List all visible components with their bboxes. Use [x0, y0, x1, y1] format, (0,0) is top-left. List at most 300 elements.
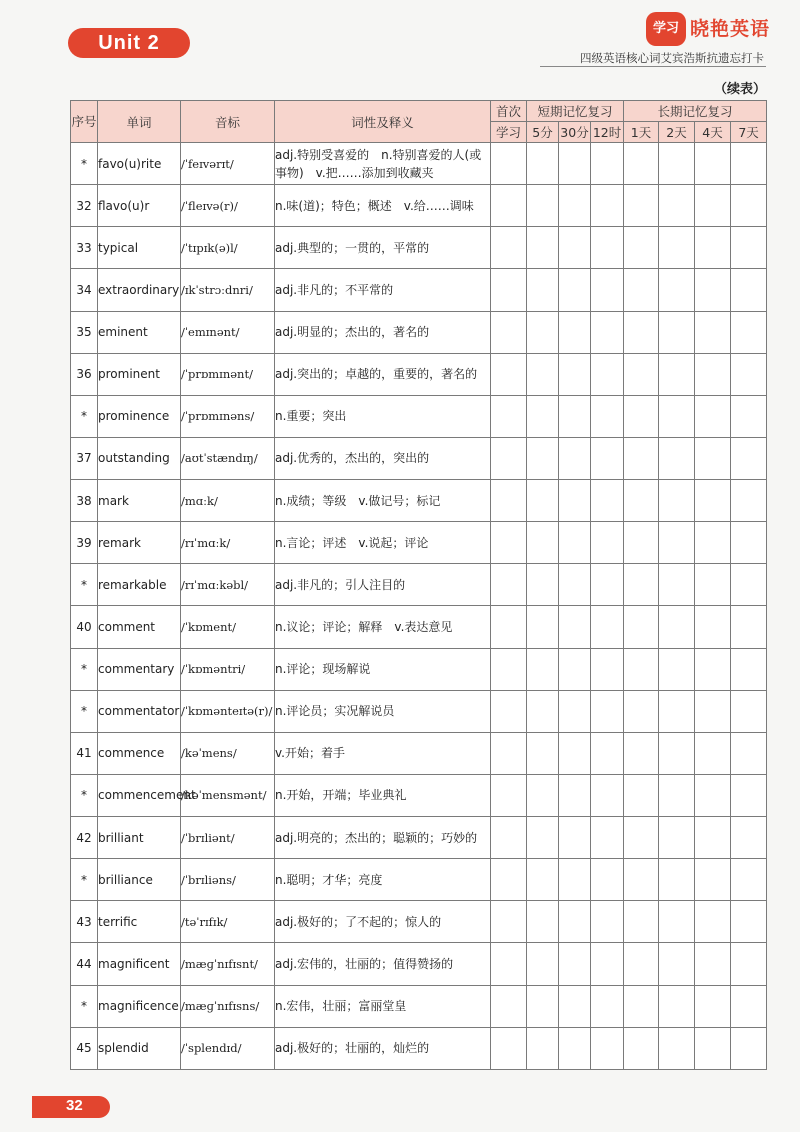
review-checkbox-cell[interactable] [695, 269, 731, 311]
row-phonetic: /ˈkɒmənteɪtə(r)/ [181, 690, 275, 732]
row-number: 35 [71, 311, 98, 353]
review-checkbox-cell[interactable] [559, 859, 591, 901]
row-phonetic: /mæɡˈnɪfɪsnt/ [181, 943, 275, 985]
review-checkbox-cell[interactable] [559, 606, 591, 648]
review-checkbox-cell[interactable] [491, 437, 527, 479]
table-row [71, 943, 767, 985]
header-short-term: 短期记忆复习 [527, 101, 624, 122]
table-row [71, 311, 767, 353]
header-4day: 4天 [695, 122, 731, 143]
review-checkbox-cell[interactable] [527, 353, 559, 395]
row-number: 44 [71, 943, 98, 985]
continued-label: （续表） [713, 82, 766, 97]
header-first-study-top: 首次 [491, 101, 527, 122]
review-checkbox-cell[interactable] [591, 859, 624, 901]
row-word: terrific [98, 901, 181, 943]
review-checkbox-cell[interactable] [559, 648, 591, 690]
review-checkbox-cell[interactable] [659, 1027, 695, 1069]
review-checkbox-cell[interactable] [591, 185, 624, 227]
review-checkbox-cell[interactable] [695, 985, 731, 1027]
row-definition: adj.非凡的；不平常的 [275, 269, 491, 311]
review-checkbox-cell[interactable] [591, 143, 624, 185]
review-checkbox-cell[interactable] [624, 564, 659, 606]
review-checkbox-cell[interactable] [527, 648, 559, 690]
review-checkbox-cell[interactable] [491, 353, 527, 395]
row-word: outstanding [98, 437, 181, 479]
review-checkbox-cell[interactable] [527, 606, 559, 648]
review-checkbox-cell[interactable] [624, 1027, 659, 1069]
review-checkbox-cell[interactable] [624, 774, 659, 816]
row-word: commencement [98, 774, 181, 816]
row-phonetic: /ˈfeɪvərɪt/ [181, 143, 275, 185]
row-word: commentator [98, 690, 181, 732]
review-checkbox-cell[interactable] [491, 564, 527, 606]
table-row [71, 269, 767, 311]
row-number: 36 [71, 353, 98, 395]
row-word: magnificent [98, 943, 181, 985]
review-checkbox-cell[interactable] [659, 353, 695, 395]
row-number: * [71, 564, 98, 606]
review-checkbox-cell[interactable] [624, 522, 659, 564]
row-number: 40 [71, 606, 98, 648]
review-checkbox-cell[interactable] [659, 606, 695, 648]
table-row [71, 437, 767, 479]
row-word: favo(u)rite [98, 143, 181, 185]
table-row [71, 985, 767, 1027]
review-checkbox-cell[interactable] [559, 774, 591, 816]
row-definition: n.开始，开端；毕业典礼 [275, 774, 491, 816]
review-checkbox-cell[interactable] [491, 774, 527, 816]
review-checkbox-cell[interactable] [559, 353, 591, 395]
review-checkbox-cell[interactable] [491, 227, 527, 269]
row-word: eminent [98, 311, 181, 353]
review-checkbox-cell[interactable] [559, 311, 591, 353]
review-checkbox-cell[interactable] [559, 943, 591, 985]
row-number: 32 [71, 185, 98, 227]
row-phonetic: /təˈrɪfɪk/ [181, 901, 275, 943]
row-word: comment [98, 606, 181, 648]
review-checkbox-cell[interactable] [624, 943, 659, 985]
review-checkbox-cell[interactable] [591, 732, 624, 774]
brand [632, 12, 772, 46]
review-checkbox-cell[interactable] [659, 395, 695, 437]
review-checkbox-cell[interactable] [559, 395, 591, 437]
row-definition: n.重要；突出 [275, 395, 491, 437]
review-checkbox-cell[interactable] [624, 480, 659, 522]
review-checkbox-cell[interactable] [659, 227, 695, 269]
review-checkbox-cell[interactable] [491, 395, 527, 437]
review-checkbox-cell[interactable] [695, 564, 731, 606]
table-row [71, 817, 767, 859]
review-checkbox-cell[interactable] [695, 774, 731, 816]
review-checkbox-cell[interactable] [527, 522, 559, 564]
header-1day: 1天 [624, 122, 659, 143]
review-checkbox-cell[interactable] [591, 817, 624, 859]
review-checkbox-cell[interactable] [624, 817, 659, 859]
review-checkbox-cell[interactable] [591, 564, 624, 606]
row-word: commentary [98, 648, 181, 690]
review-checkbox-cell[interactable] [695, 480, 731, 522]
review-checkbox-cell[interactable] [491, 185, 527, 227]
review-checkbox-cell[interactable] [731, 606, 767, 648]
review-checkbox-cell[interactable] [591, 690, 624, 732]
row-word: extraordinary [98, 269, 181, 311]
row-phonetic: /rɪˈmɑːk/ [181, 522, 275, 564]
table-row [71, 606, 767, 648]
row-phonetic: /ˈprɒmɪnəns/ [181, 395, 275, 437]
row-phonetic: /ˈkɒməntri/ [181, 648, 275, 690]
review-checkbox-cell[interactable] [624, 395, 659, 437]
review-checkbox-cell[interactable] [624, 269, 659, 311]
review-checkbox-cell[interactable] [731, 901, 767, 943]
review-checkbox-cell[interactable] [731, 817, 767, 859]
review-checkbox-cell[interactable] [624, 311, 659, 353]
review-checkbox-cell[interactable] [491, 901, 527, 943]
row-number: 33 [71, 227, 98, 269]
review-checkbox-cell[interactable] [491, 311, 527, 353]
row-word: brilliance [98, 859, 181, 901]
row-phonetic: /mɑːk/ [181, 480, 275, 522]
row-word: splendid [98, 1027, 181, 1069]
row-word: commence [98, 732, 181, 774]
review-checkbox-cell[interactable] [491, 269, 527, 311]
review-checkbox-cell[interactable] [527, 690, 559, 732]
row-definition: n.议论；评论；解释 v.表达意见 [275, 606, 491, 648]
review-checkbox-cell[interactable] [491, 606, 527, 648]
review-checkbox-cell[interactable] [731, 269, 767, 311]
review-checkbox-cell[interactable] [559, 185, 591, 227]
review-checkbox-cell[interactable] [659, 480, 695, 522]
review-checkbox-cell[interactable] [491, 1027, 527, 1069]
row-phonetic: /ˈemɪnənt/ [181, 311, 275, 353]
review-checkbox-cell[interactable] [491, 522, 527, 564]
review-checkbox-cell[interactable] [491, 648, 527, 690]
review-checkbox-cell[interactable] [731, 774, 767, 816]
review-checkbox-cell[interactable] [624, 690, 659, 732]
review-checkbox-cell[interactable] [591, 395, 624, 437]
review-checkbox-cell[interactable] [659, 690, 695, 732]
row-word: remark [98, 522, 181, 564]
review-checkbox-cell[interactable] [659, 143, 695, 185]
brand-logo: 学习 [646, 12, 686, 46]
table-row [71, 353, 767, 395]
table-row [71, 522, 767, 564]
review-checkbox-cell[interactable] [659, 985, 695, 1027]
review-checkbox-cell[interactable] [591, 606, 624, 648]
review-checkbox-cell[interactable] [624, 859, 659, 901]
row-number: 41 [71, 732, 98, 774]
row-phonetic: /ˈfleɪvə(r)/ [181, 185, 275, 227]
vocab-table [70, 100, 767, 1070]
row-word: brilliant [98, 817, 181, 859]
header-2day: 2天 [659, 122, 695, 143]
review-checkbox-cell[interactable] [527, 732, 559, 774]
page-number: 32 [66, 1097, 83, 1114]
review-checkbox-cell[interactable] [731, 1027, 767, 1069]
review-checkbox-cell[interactable] [731, 732, 767, 774]
review-checkbox-cell[interactable] [659, 564, 695, 606]
row-definition: adj.明亮的；杰出的；聪颖的；巧妙的 [275, 817, 491, 859]
review-checkbox-cell[interactable] [731, 522, 767, 564]
row-number: 42 [71, 817, 98, 859]
review-checkbox-cell[interactable] [527, 269, 559, 311]
row-phonetic: /mæɡˈnɪfɪsns/ [181, 985, 275, 1027]
row-phonetic: /kəˈmens/ [181, 732, 275, 774]
row-phonetic: /ˈkɒment/ [181, 606, 275, 648]
row-number: 38 [71, 480, 98, 522]
review-checkbox-cell[interactable] [731, 859, 767, 901]
review-checkbox-cell[interactable] [527, 817, 559, 859]
row-definition: n.言论；评述 v.说起；评论 [275, 522, 491, 564]
review-checkbox-cell[interactable] [559, 690, 591, 732]
review-checkbox-cell[interactable] [695, 606, 731, 648]
row-definition: n.评论；现场解说 [275, 648, 491, 690]
review-checkbox-cell[interactable] [559, 143, 591, 185]
table-row [71, 901, 767, 943]
unit-label: Unit 2 [68, 28, 190, 58]
review-checkbox-cell[interactable] [527, 1027, 559, 1069]
brand-name: 晓艳英语 [690, 18, 771, 40]
review-checkbox-cell[interactable] [731, 648, 767, 690]
review-checkbox-cell[interactable] [491, 480, 527, 522]
review-checkbox-cell[interactable] [659, 185, 695, 227]
review-checkbox-cell[interactable] [559, 985, 591, 1027]
row-number: * [71, 859, 98, 901]
row-phonetic: /kəˈmensmənt/ [181, 774, 275, 816]
review-checkbox-cell[interactable] [731, 437, 767, 479]
table-row [71, 774, 767, 816]
review-checkbox-cell[interactable] [591, 901, 624, 943]
review-checkbox-cell[interactable] [624, 227, 659, 269]
header-7day: 7天 [731, 122, 767, 143]
review-checkbox-cell[interactable] [624, 353, 659, 395]
review-checkbox-cell[interactable] [527, 564, 559, 606]
row-definition: adj.特别受喜爱的 n.特别喜爱的人(或事物) v.把……添加到收藏夹 [275, 143, 491, 185]
review-checkbox-cell[interactable] [559, 901, 591, 943]
review-checkbox-cell[interactable] [527, 185, 559, 227]
table-row [71, 1027, 767, 1069]
review-checkbox-cell[interactable] [559, 227, 591, 269]
row-definition: adj.非凡的；引人注目的 [275, 564, 491, 606]
row-word: magnificence [98, 985, 181, 1027]
review-checkbox-cell[interactable] [591, 227, 624, 269]
review-checkbox-cell[interactable] [695, 943, 731, 985]
review-checkbox-cell[interactable] [559, 732, 591, 774]
review-checkbox-cell[interactable] [527, 227, 559, 269]
review-checkbox-cell[interactable] [731, 395, 767, 437]
review-checkbox-cell[interactable] [695, 690, 731, 732]
table-row [71, 564, 767, 606]
row-number: 37 [71, 437, 98, 479]
review-checkbox-cell[interactable] [695, 185, 731, 227]
table-row [71, 480, 767, 522]
header-definition: 词性及释义 [275, 101, 491, 143]
review-checkbox-cell[interactable] [695, 353, 731, 395]
review-checkbox-cell[interactable] [659, 437, 695, 479]
row-word: remarkable [98, 564, 181, 606]
review-checkbox-cell[interactable] [695, 227, 731, 269]
review-checkbox-cell[interactable] [695, 859, 731, 901]
review-checkbox-cell[interactable] [624, 732, 659, 774]
page-subtitle: 四级英语核心词艾宾浩斯抗遗忘打卡 [580, 51, 764, 65]
review-checkbox-cell[interactable] [624, 185, 659, 227]
review-checkbox-cell[interactable] [527, 437, 559, 479]
row-word: prominence [98, 395, 181, 437]
review-checkbox-cell[interactable] [731, 353, 767, 395]
review-checkbox-cell[interactable] [591, 774, 624, 816]
review-checkbox-cell[interactable] [695, 732, 731, 774]
review-checkbox-cell[interactable] [731, 985, 767, 1027]
review-checkbox-cell[interactable] [591, 1027, 624, 1069]
review-checkbox-cell[interactable] [695, 901, 731, 943]
review-checkbox-cell[interactable] [591, 943, 624, 985]
row-definition: v.开始；着手 [275, 732, 491, 774]
review-checkbox-cell[interactable] [527, 901, 559, 943]
review-checkbox-cell[interactable] [527, 774, 559, 816]
row-definition: n.成绩；等级 v.做记号；标记 [275, 480, 491, 522]
row-definition: n.聪明；才华；亮度 [275, 859, 491, 901]
review-checkbox-cell[interactable] [527, 395, 559, 437]
header-12h: 12时 [591, 122, 624, 143]
review-checkbox-cell[interactable] [659, 901, 695, 943]
review-checkbox-cell[interactable] [491, 143, 527, 185]
row-definition: adj.典型的；一贯的，平常的 [275, 227, 491, 269]
table-row [71, 690, 767, 732]
row-number: * [71, 985, 98, 1027]
review-checkbox-cell[interactable] [659, 732, 695, 774]
row-number: * [71, 395, 98, 437]
review-checkbox-cell[interactable] [559, 480, 591, 522]
review-checkbox-cell[interactable] [559, 1027, 591, 1069]
row-definition: adj.极好的；了不起的；惊人的 [275, 901, 491, 943]
review-checkbox-cell[interactable] [624, 648, 659, 690]
review-checkbox-cell[interactable] [731, 227, 767, 269]
review-checkbox-cell[interactable] [659, 311, 695, 353]
review-checkbox-cell[interactable] [527, 859, 559, 901]
table-row [71, 732, 767, 774]
table-row [71, 859, 767, 901]
review-checkbox-cell[interactable] [591, 353, 624, 395]
row-phonetic: /ˈsplendɪd/ [181, 1027, 275, 1069]
review-checkbox-cell[interactable] [624, 143, 659, 185]
review-checkbox-cell[interactable] [624, 437, 659, 479]
review-checkbox-cell[interactable] [695, 522, 731, 564]
review-checkbox-cell[interactable] [491, 859, 527, 901]
review-checkbox-cell[interactable] [527, 480, 559, 522]
header-divider [540, 66, 766, 67]
row-definition: adj.极好的；壮丽的，灿烂的 [275, 1027, 491, 1069]
row-word: mark [98, 480, 181, 522]
review-checkbox-cell[interactable] [591, 480, 624, 522]
row-definition: adj.宏伟的，壮丽的；值得赞扬的 [275, 943, 491, 985]
row-definition: n.评论员；实况解说员 [275, 690, 491, 732]
review-checkbox-cell[interactable] [559, 437, 591, 479]
review-checkbox-cell[interactable] [659, 522, 695, 564]
review-checkbox-cell[interactable] [559, 269, 591, 311]
review-checkbox-cell[interactable] [731, 564, 767, 606]
review-checkbox-cell[interactable] [591, 985, 624, 1027]
row-definition: adj.明显的；杰出的，著名的 [275, 311, 491, 353]
review-checkbox-cell[interactable] [559, 564, 591, 606]
row-phonetic: /ˈbrɪliənt/ [181, 817, 275, 859]
table-row [71, 185, 767, 227]
review-checkbox-cell[interactable] [659, 774, 695, 816]
review-checkbox-cell[interactable] [695, 817, 731, 859]
row-phonetic: /ˈbrɪliəns/ [181, 859, 275, 901]
review-checkbox-cell[interactable] [695, 437, 731, 479]
review-checkbox-cell[interactable] [695, 395, 731, 437]
review-checkbox-cell[interactable] [527, 143, 559, 185]
row-phonetic: /aʊtˈstændɪŋ/ [181, 437, 275, 479]
row-phonetic: /ˈtɪpɪk(ə)l/ [181, 227, 275, 269]
review-checkbox-cell[interactable] [591, 269, 624, 311]
review-checkbox-cell[interactable] [731, 480, 767, 522]
review-checkbox-cell[interactable] [527, 943, 559, 985]
header-first-study-bottom: 学习 [491, 122, 527, 143]
row-number: * [71, 648, 98, 690]
review-checkbox-cell[interactable] [731, 311, 767, 353]
row-phonetic: /ˈprɒmɪnənt/ [181, 353, 275, 395]
review-checkbox-cell[interactable] [731, 943, 767, 985]
review-checkbox-cell[interactable] [659, 943, 695, 985]
review-checkbox-cell[interactable] [695, 1027, 731, 1069]
header-seq: 序号 [71, 101, 98, 143]
review-checkbox-cell[interactable] [559, 522, 591, 564]
review-checkbox-cell[interactable] [527, 311, 559, 353]
table-row [71, 143, 767, 185]
review-checkbox-cell[interactable] [591, 522, 624, 564]
row-definition: n.味(道)；特色；概述 v.给……调味 [275, 185, 491, 227]
review-checkbox-cell[interactable] [591, 311, 624, 353]
row-word: prominent [98, 353, 181, 395]
review-checkbox-cell[interactable] [591, 437, 624, 479]
review-checkbox-cell[interactable] [491, 817, 527, 859]
review-checkbox-cell[interactable] [659, 859, 695, 901]
review-checkbox-cell[interactable] [731, 690, 767, 732]
header-5min: 5分 [527, 122, 559, 143]
row-phonetic: /rɪˈmɑːkəbl/ [181, 564, 275, 606]
review-checkbox-cell[interactable] [559, 817, 591, 859]
review-checkbox-cell[interactable] [491, 943, 527, 985]
row-number: * [71, 774, 98, 816]
review-checkbox-cell[interactable] [491, 985, 527, 1027]
review-checkbox-cell[interactable] [695, 311, 731, 353]
review-checkbox-cell[interactable] [695, 648, 731, 690]
review-checkbox-cell[interactable] [659, 817, 695, 859]
review-checkbox-cell[interactable] [731, 185, 767, 227]
review-checkbox-cell[interactable] [591, 648, 624, 690]
review-checkbox-cell[interactable] [491, 732, 527, 774]
review-checkbox-cell[interactable] [695, 143, 731, 185]
review-checkbox-cell[interactable] [659, 269, 695, 311]
review-checkbox-cell[interactable] [624, 901, 659, 943]
review-checkbox-cell[interactable] [491, 690, 527, 732]
review-checkbox-cell[interactable] [527, 985, 559, 1027]
row-definition: adj.优秀的，杰出的，突出的 [275, 437, 491, 479]
header-phonetic: 音标 [181, 101, 275, 143]
row-number: 43 [71, 901, 98, 943]
header-30min: 30分 [559, 122, 591, 143]
row-number: * [71, 143, 98, 185]
table-row [71, 227, 767, 269]
review-checkbox-cell[interactable] [659, 648, 695, 690]
review-checkbox-cell[interactable] [731, 143, 767, 185]
table-row [71, 648, 767, 690]
row-word: typical [98, 227, 181, 269]
review-checkbox-cell[interactable] [624, 985, 659, 1027]
review-checkbox-cell[interactable] [624, 606, 659, 648]
row-word: flavo(u)r [98, 185, 181, 227]
